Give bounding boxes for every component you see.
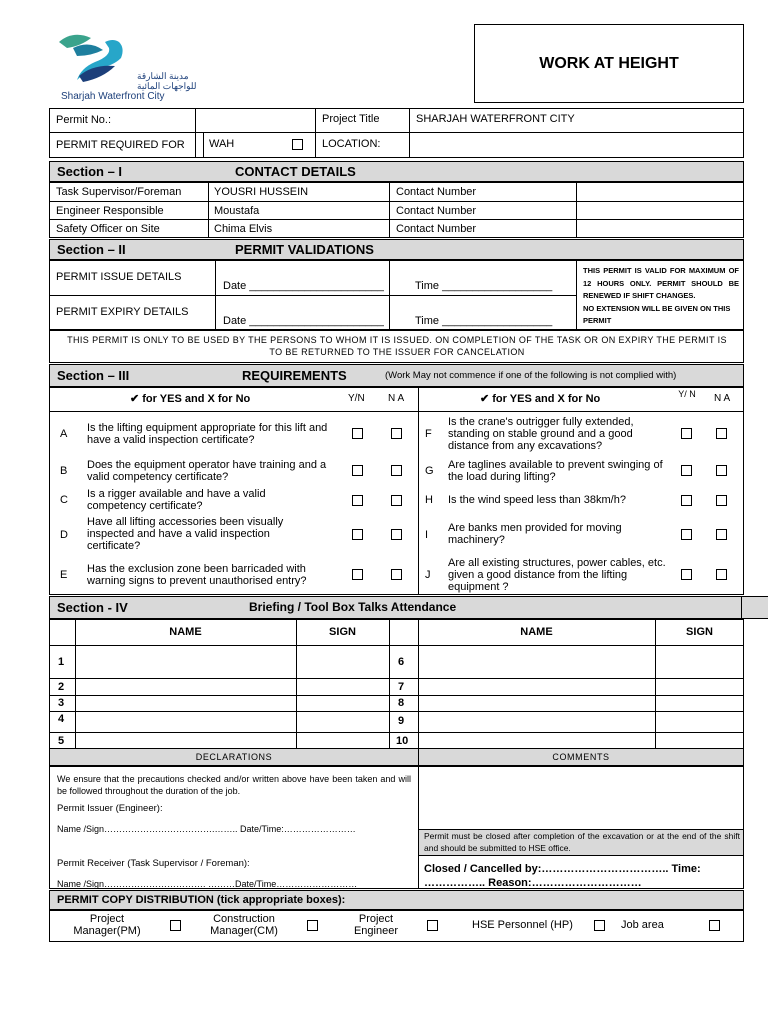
section-1-title: CONTACT DETAILS: [235, 164, 356, 179]
usage-note: THIS PERMIT IS ONLY TO BE USED BY THE PERSONS TO WHOM IT IS ISSUED. ON COMPLETION OF THE TASK OR ON EXPIRY THE PERMIT IS TO BE RETURNED TO THE ISSUER FOR CANCELATION: [67, 335, 727, 357]
req-h-yn-checkbox[interactable]: [681, 495, 692, 506]
req-i-yn-checkbox[interactable]: [681, 529, 692, 540]
permit-required-label: PERMIT REQUIRED FOR: [56, 139, 185, 151]
closure-note: Permit must be closed after completion of the excavation or at the end of the shift and should be submitted to HSE office.: [424, 831, 740, 853]
dist-label-cm: Construction Manager(CM): [210, 913, 278, 937]
req-c-na-checkbox[interactable]: [391, 495, 402, 506]
wah-label: WAH: [209, 138, 235, 150]
closed-reason-line: …………….. Reason:…………………………: [424, 877, 642, 889]
req-letter-i: I: [425, 529, 429, 541]
receiver-label: Permit Receiver (Task Supervisor / Foreman):: [57, 858, 250, 869]
req-question-b: Does the equipment operator have training and a valid competency certificate?: [87, 459, 327, 483]
dist-hp-checkbox[interactable]: [594, 920, 605, 931]
dist-pm-checkbox[interactable]: [170, 920, 181, 931]
na-header-left: N A: [388, 393, 405, 404]
distribution-title: PERMIT COPY DISTRIBUTION (tick appropriate boxes):: [57, 894, 346, 906]
req-letter-j: J: [425, 569, 431, 581]
dist-label-hp: HSE Personnel (HP): [472, 919, 573, 931]
dist-cm-checkbox[interactable]: [307, 920, 318, 931]
req-d-yn-checkbox[interactable]: [352, 529, 363, 540]
logo-arabic-line1: مدينة الشارقة: [137, 71, 189, 81]
section-4-num: Section - IV: [57, 600, 128, 615]
req-question-e: Has the exclusion zone been barricaded with warning signs to prevent unauthorised entry?: [87, 563, 307, 587]
req-b-na-checkbox[interactable]: [391, 465, 402, 476]
req-question-a: Is the lifting equipment appropriate for this lift and have a valid inspection certificate?: [87, 422, 328, 446]
dist-label-pe: Project Engineer: [353, 913, 399, 937]
req-b-yn-checkbox[interactable]: [352, 465, 363, 476]
declarations-title: DECLARATIONS: [195, 752, 273, 762]
permit-issue-date: Date ______________________: [223, 280, 384, 292]
contact-name-0: YOUSRI HUSSEIN: [214, 186, 309, 198]
closed-by-line: Closed / Cancelled by:…………………………….. Time:: [424, 863, 701, 875]
dist-label-pm: Project Manager(PM): [73, 913, 141, 937]
req-question-d: Have all lifting accessories been visually inspected and have a valid inspection certificate?: [87, 516, 284, 552]
project-title-value: SHARJAH WATERFRONT CITY: [416, 113, 575, 125]
declarations-text: We ensure that the precautions checked and/or written above have been taken and will be followed throughout the duration of the job.: [57, 774, 411, 796]
issuer-sign-line: Name /Sign……………………………….…….. Date/Time:……………………: [57, 824, 356, 834]
sign-header-right: SIGN: [686, 626, 713, 638]
contact-role-1: Engineer Responsible: [56, 205, 164, 217]
location-label: LOCATION:: [322, 138, 381, 150]
attendee-num-2: 2: [58, 681, 65, 693]
validity-note: THIS PERMIT IS VALID FOR MAXIMUM OF 12 HOURS ONLY. PERMIT SHOULD BE RENEWED IF SHIFT CHANGES.: [583, 266, 739, 300]
permit-no-label: Permit No.:: [56, 114, 112, 126]
attendee-num-6: 6: [398, 656, 405, 668]
attendee-num-10: 10: [396, 735, 409, 747]
section-1-num: Section – I: [57, 164, 123, 179]
contact-number-1: Contact Number: [396, 205, 477, 217]
req-a-yn-checkbox[interactable]: [352, 428, 363, 439]
req-letter-b: B: [60, 465, 68, 477]
logo-english: Sharjah Waterfront City: [61, 91, 165, 102]
section-2-title: PERMIT VALIDATIONS: [235, 242, 374, 257]
req-letter-h: H: [425, 494, 433, 506]
req-e-na-checkbox[interactable]: [391, 569, 402, 580]
req-question-h: Is the wind speed less than 38km/h?: [448, 494, 626, 506]
req-i-na-checkbox[interactable]: [716, 529, 727, 540]
req-f-yn-checkbox[interactable]: [681, 428, 692, 439]
req-c-yn-checkbox[interactable]: [352, 495, 363, 506]
section-2-num: Section – II: [57, 242, 126, 257]
section-3-note: (Work May not commence if one of the following is not complied with): [385, 370, 677, 381]
bird-logo-icon: [55, 28, 135, 88]
attendee-num-7: 7: [398, 681, 405, 693]
dist-job-area-checkbox[interactable]: [709, 920, 720, 931]
section-3-num: Section – III: [57, 368, 130, 383]
dist-label-job-area: Job area: [621, 919, 664, 931]
req-question-j: Are all existing structures, power cables, etc. given a good distance from the lifting equipment ?: [448, 557, 666, 593]
sign-header-left: SIGN: [329, 626, 356, 638]
name-header-right: NAME: [520, 626, 553, 638]
req-question-i: Are banks men provided for moving machinery?: [448, 522, 622, 546]
req-question-g: Are taglines available to prevent swinging of the load during lifting?: [448, 459, 663, 483]
contact-name-1: Moustafa: [214, 205, 260, 217]
req-j-na-checkbox[interactable]: [716, 569, 727, 580]
name-header-left: NAME: [169, 626, 202, 638]
receiver-sign-line: Name /Sign……………………………. ………Date/Time………………………: [57, 879, 358, 889]
attendee-num-9: 9: [398, 715, 405, 727]
section-3-title: REQUIREMENTS: [242, 368, 347, 383]
logo-arabic-line2: للواجهات المائية: [137, 81, 197, 91]
req-letter-d: D: [60, 529, 68, 541]
comments-title: COMMENTS: [552, 752, 610, 762]
contact-number-0: Contact Number: [396, 186, 477, 198]
contact-role-0: Task Supervisor/Foreman: [56, 186, 182, 198]
req-letter-c: C: [60, 494, 68, 506]
issuer-label: Permit Issuer (Engineer):: [57, 803, 163, 814]
req-question-c: Is a rigger available and have a valid competency certificate?: [87, 488, 266, 512]
section-1-header: [49, 161, 744, 182]
wah-checkbox[interactable]: [292, 139, 303, 150]
section-4-title: Briefing / Tool Box Talks Attendance: [249, 600, 457, 614]
req-g-na-checkbox[interactable]: [716, 465, 727, 476]
extension-note: NO EXTENSION WILL BE GIVEN ON THIS PERMIT: [583, 304, 731, 325]
permit-issue-time: Time __________________: [415, 280, 553, 292]
na-header-right: N A: [714, 393, 731, 404]
attendee-num-1: 1: [58, 656, 65, 668]
req-letter-a: A: [60, 428, 68, 440]
contact-role-2: Safety Officer on Site: [56, 223, 160, 235]
contact-number-2: Contact Number: [396, 223, 477, 235]
req-d-na-checkbox[interactable]: [391, 529, 402, 540]
dist-pe-checkbox[interactable]: [427, 920, 438, 931]
yn-header-left: Y/N: [348, 393, 365, 404]
req-j-yn-checkbox[interactable]: [681, 569, 692, 580]
yn-header-right: Y/ N: [678, 389, 696, 399]
project-title-label: Project Title: [322, 113, 380, 125]
req-question-f: Is the crane's outrigger fully extended, standing on stable ground and a good distance from any excavations?: [448, 416, 634, 452]
req-letter-f: F: [425, 428, 432, 440]
req-h-na-checkbox[interactable]: [716, 495, 727, 506]
legend-left: ✔ for YES and X for No: [130, 393, 251, 405]
req-letter-e: E: [60, 569, 68, 581]
attendee-num-5: 5: [58, 735, 65, 747]
attendance-table: [49, 619, 744, 749]
legend-right: ✔ for YES and X for No: [480, 393, 601, 405]
contact-name-2: Chima Elvis: [214, 223, 273, 235]
section-2-header: [49, 239, 744, 260]
permit-expiry-time: Time __________________: [415, 315, 553, 327]
req-f-na-checkbox[interactable]: [716, 428, 727, 439]
logo: [55, 28, 205, 104]
req-a-na-checkbox[interactable]: [391, 428, 402, 439]
req-letter-g: G: [425, 465, 434, 477]
attendee-num-3: 3: [58, 697, 65, 709]
permit-expiry-date: Date ______________________: [223, 315, 384, 327]
req-g-yn-checkbox[interactable]: [681, 465, 692, 476]
attendee-num-8: 8: [398, 697, 405, 709]
permit-issue-label: PERMIT ISSUE DETAILS: [56, 271, 182, 283]
page-title: WORK AT HEIGHT: [539, 55, 679, 72]
req-e-yn-checkbox[interactable]: [352, 569, 363, 580]
attendee-num-4: 4: [58, 713, 65, 725]
permit-expiry-label: PERMIT EXPIRY DETAILS: [56, 306, 189, 318]
